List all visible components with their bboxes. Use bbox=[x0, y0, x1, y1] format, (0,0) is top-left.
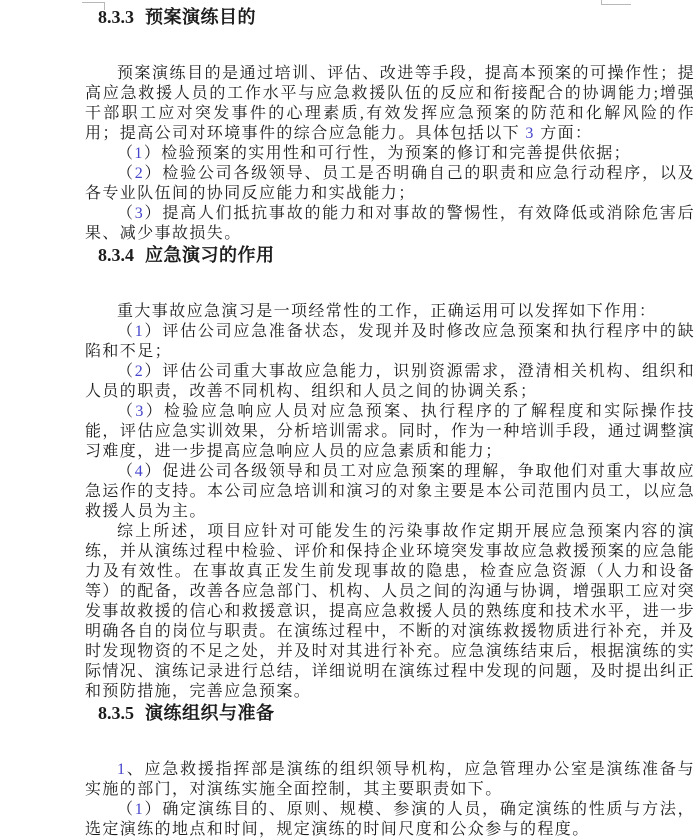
paragraph: （2）评估公司重大事故应急能力，识别资源需求，澄清相关机构、组织和人员的职责，改善不同机构、组织和人员之间的协调关系； bbox=[85, 363, 696, 400]
paragraph: 重大事故应急演习是一项经常性的工作，正确运用可以发挥如下作用： bbox=[117, 303, 657, 320]
paragraph: （4）促进公司各级领导和员工对应急预案的理解，争取他们对重大事故应急运作的支持。本公司应急培训和演习的对象主要是本公司范围内员工，以应急救援人员为主。 bbox=[85, 463, 696, 520]
section-heading bbox=[98, 244, 695, 266]
paragraph: 1、应急救援指挥部是演练的组织领导机构，应急管理办公室是演练准备与实施的部门，对演练实施全面控制，其主要职责如下。 bbox=[85, 761, 695, 798]
section-8-3-4 bbox=[85, 244, 695, 702]
paragraph: （3）检验应急响应人员对应急预案、执行程序的了解程度和实际操作技能，评估应急实训效果，分析培训需求。同时，作为一种培训手段，通过调整演习难度，进一步提高应急响应人员的应急素质和能力； bbox=[85, 403, 695, 460]
section-8-3-3 bbox=[85, 6, 695, 244]
paragraph: （1）评估公司应急准备状态，发现并及时修改应急预案和执行程序中的缺陷和不足； bbox=[85, 323, 696, 360]
paragraph: （1）确定演练目的、原则、规模、参演的人员，确定演练的性质与方法，选定演练的地点和时间，规定演练的时间尺度和公众参与的程度。 bbox=[85, 801, 696, 838]
section-number: 8.3.3 bbox=[98, 7, 134, 27]
section-heading bbox=[98, 702, 695, 724]
section-title: 应急演习的作用 bbox=[145, 245, 275, 265]
section-number: 8.3.5 bbox=[98, 703, 134, 723]
paragraph: 预案演练目的是通过培训、评估、改进等手段，提高本预案的可操作性；提高应急救援人员的工作水平与应急救援队伍的反应和衔接配合的协调能力;增强干部职工应对突发事件的心理素质,有效发挥应急预案的防范和化解风险的作用；提高公司对环境事件的综合应急能力。具体包括以下 3 方面： bbox=[85, 65, 695, 142]
section-title: 预案演练目的 bbox=[145, 7, 256, 27]
paragraph: （1）检验预案的实用性和可行性，为预案的修订和完善提供依据； bbox=[117, 145, 632, 162]
paragraph: （3）提高人们抵抗事故的能力和对事故的警惕性，有效降低或消除危害后果、减少事故损失。 bbox=[85, 205, 696, 242]
section-number: 8.3.4 bbox=[98, 245, 134, 265]
paragraph: 综上所述，项目应针对可能发生的污染事故作定期开展应急预案内容的演练，并从演练过程中检验、评价和保持企业环境突发事故应急救援预案的应急能力及有效性。在事故真正发生前发现事故的隐患，检查应急资源（人力和设备等）的配备，改善各应急部门、机构、人员之间的沟通与协调，增强职工应对突发事故救援的信心和救援意识，提高应急救援人员的熟练度和技术水平，进一步明确各自的岗位与职责。在演练过程中，不断的对演练救援物质进行补充，并及时发现物资的不足之处，并及时对其进行补充。应急演练结束后，根据演练的实际情况、演练记录进行总结，详细说明在演练过程中发现的问题，及时提出纠正和预防措施，完善应急预案。 bbox=[85, 523, 695, 700]
section-heading bbox=[98, 6, 695, 28]
margin-crop-mark-left bbox=[82, 2, 105, 10]
margin-crop-mark-right bbox=[601, 0, 631, 5]
section-8-3-5 bbox=[85, 702, 695, 840]
paragraph: （2）检验公司各级领导、员工是否明确自己的职责和应急行动程序，以及各专业队伍间的协同反应能力和实战能力； bbox=[85, 165, 696, 202]
section-title: 演练组织与准备 bbox=[145, 703, 275, 723]
